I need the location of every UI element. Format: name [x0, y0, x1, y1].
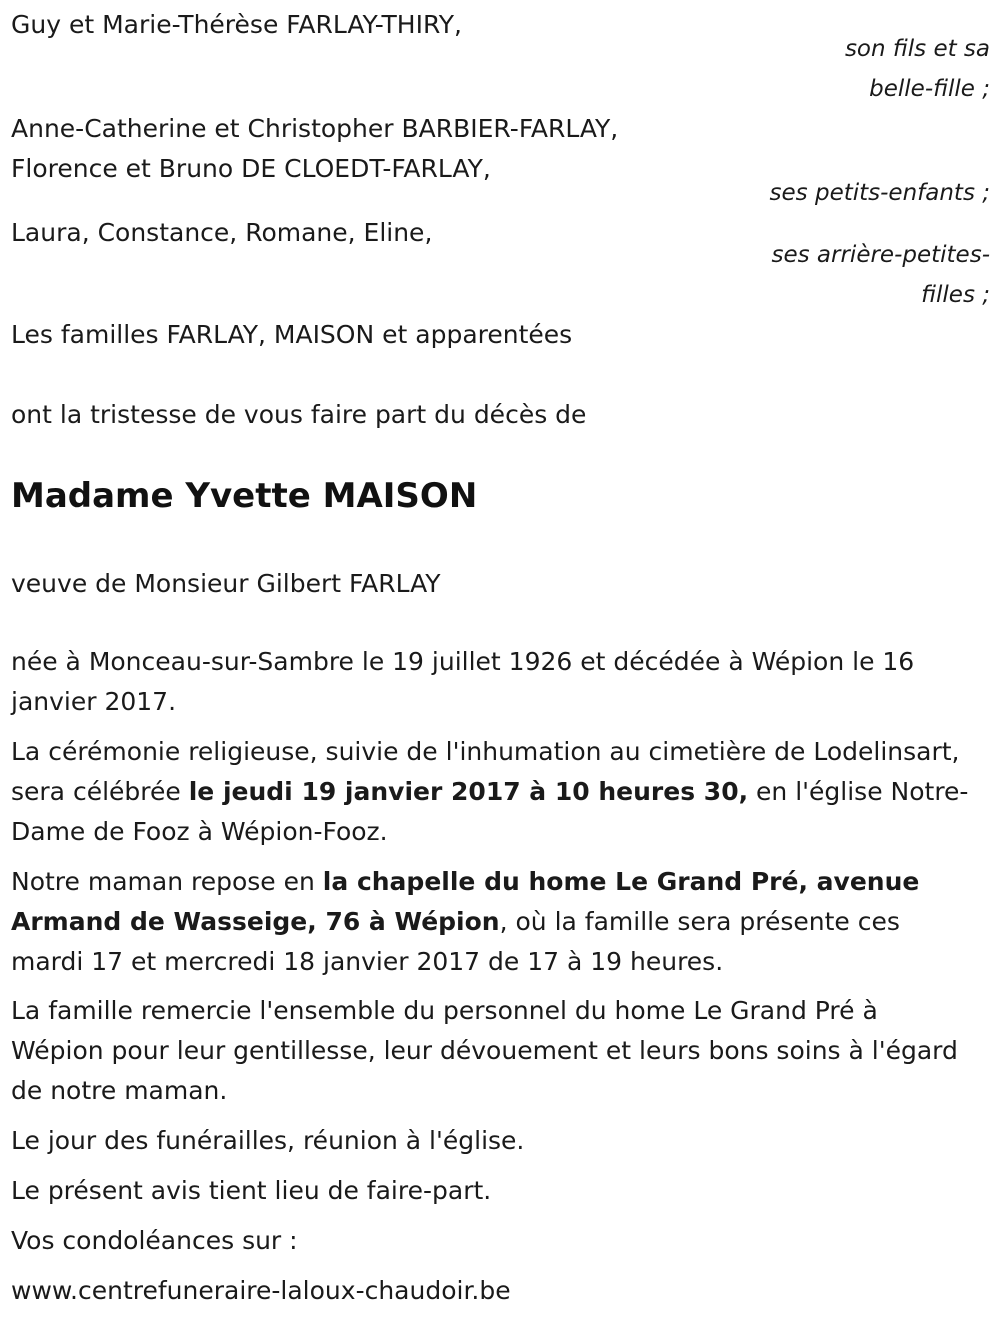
widow-of-text: veuve de Monsieur Gilbert FARLAY [11, 569, 441, 598]
relation-great-line2: filles ; [921, 282, 990, 308]
thanks-paragraph: La famille remercie l'ensemble du personnel du home Le Grand Pré à Wépion pour leur gentillesse, leur dévouement et leurs bons soins à l'égard de notre maman. [11, 996, 958, 1105]
condolences-label: Vos condoléances sur : [11, 1226, 298, 1255]
ceremony-text-after: en l'église Notre-Dame de Fooz à Wépion-Fooz. [11, 777, 969, 846]
ceremony-date: le jeudi 19 janvier 2017 à 10 heures 30, [188, 777, 749, 806]
rest-text-after: , où la famille sera présente ces mardi 17 et mercredi 18 janvier 2017 de 17 à 19 heures. [11, 907, 900, 976]
relation-son-line1: son fils et sa [844, 36, 990, 62]
website-link[interactable]: www.centrefuneraire-laloux-chaudoir.be [11, 1276, 511, 1305]
birth-death-paragraph: née à Monceau-sur-Sambre le 19 juillet 1926 et décédée à Wépion le 16 janvier 2017. [11, 647, 915, 716]
ceremony-text-before: La cérémonie religieuse, suivie de l'inhumation au cimetière de Lodelinsart, sera célébrée [11, 737, 960, 806]
rest-text-before: Notre maman repose en [11, 867, 323, 896]
funeral-day-text: Le jour des funérailles, réunion à l'église. [11, 1126, 525, 1155]
relation-great-line1: ses arrière-petites- [771, 242, 990, 268]
announcement-text: ont la tristesse de vous faire part du décès de [11, 400, 587, 429]
relation-grandchildren: ses petits-enfants ; [769, 180, 990, 206]
family-great-grandchildren: Laura, Constance, Romane, Eline, [11, 218, 433, 247]
relation-son-line2: belle-fille ; [869, 76, 990, 102]
rest-paragraph [11, 862, 976, 982]
family-son: Guy et Marie-Thérèse FARLAY-THIRY, [11, 10, 462, 39]
deceased-name: Madame Yvette MAISON [11, 476, 478, 516]
family-relatives: Les familles FARLAY, MAISON et apparentées [11, 320, 573, 349]
notice-text: Le présent avis tient lieu de faire-part. [11, 1176, 492, 1205]
family-grandchild-1: Anne-Catherine et Christopher BARBIER-FARLAY, [11, 114, 619, 143]
ceremony-paragraph [11, 732, 976, 852]
rest-location: la chapelle du home Le Grand Pré, avenue Armand de Wasseige, 76 à Wépion [11, 867, 920, 936]
family-grandchild-2: Florence et Bruno DE CLOEDT-FARLAY, [11, 154, 491, 183]
